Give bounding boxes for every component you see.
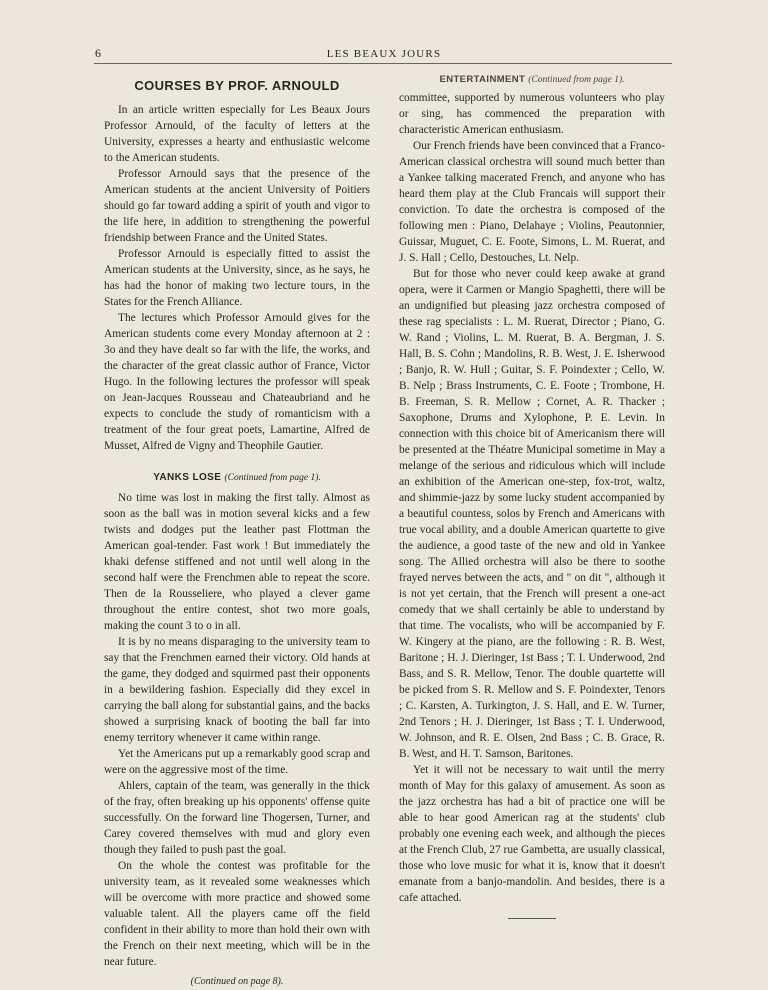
running-title: LES BEAUX JOURS xyxy=(326,48,442,60)
right-column xyxy=(399,72,665,919)
article-paragraph: Yet the Americans put up a remarkably good scrap and were on the aggressive most of the time. xyxy=(104,748,370,776)
article-paragraph: committee, supported by numerous volunteers who play or sing, has commenced the preparation with characteristic American enthusiasm. xyxy=(399,92,665,136)
yanks-continued-on: (Continued on page 8). xyxy=(190,976,284,987)
article-paragraph: Ahlers, captain of the team, was generally in the thick of the fray, often breaking up his opponents' offense quite successfully. On the forward line Thogersen, Turner, and Carey covered themselves with mud and glory even though they failed to push past the goal. xyxy=(104,780,370,856)
yanks-article xyxy=(104,490,370,970)
entertainment-heading xyxy=(399,72,665,88)
header-rule xyxy=(94,63,672,64)
article-paragraph: Professor Arnould says that the presence of the American students at the ancient University of Poitiers should go far toward adding a spirit of youth and vigor to the life here, in addition to strengthening the powerful friendship between France and the United States. xyxy=(104,168,370,244)
article-paragraph: No time was lost in making the first tally. Almost as soon as the ball was in motion several kicks and a few twists and dodges put the leather past Flottman the American goal-tender. Fast work ! But immediately the khaki defense stiffened and not until well along in the second half were the Frenchmen able to repeat the score. Then de la Rousseliere, who played a clever game throughout the entire contest, shot two more goals, making the count 3 to o in all. xyxy=(104,492,370,632)
article-paragraph: Our French friends have been convinced that a Franco-American classical orchestra will sound much better than a Yankee talking macerated French, and anyone who has heard them play at the Club Francais will support their conviction. To date the orchestra is composed of the following men : Piano, Delahaye ; Violins, Peautonnier, Guissar, Muguet, C. E. Foote, Simons, L. M. Ruerat, and J. S. Hall ; Cello, Destouches, Lt. Nelp. xyxy=(399,140,665,264)
article-paragraph: Yet it will not be necessary to wait until the merry month of May for this galaxy of amusement. As soon as the jazz orchestra has had a bit of practice one will be able to hear good American rag at the students' club probably one evening each week, and although the pieces at the French Club, 27 rue Gambetta, are usually classical, those who love music for what it is, know that it doesn't emanate from a banjo-mandolin. And besides, there is a cafe attached. xyxy=(399,764,665,904)
courses-title: COURSES BY PROF. ARNOULD xyxy=(134,78,340,93)
courses-article xyxy=(104,102,370,454)
article-paragraph: In an article written especially for Les Beaux Jours Professor Arnould, of the faculty of letters at the University, expresses a hearty and enthusiastic welcome to the American students. xyxy=(104,104,370,164)
article-paragraph: But for those who never could keep awake at grand opera, were it Carmen or Mangio Spaghetti, there will be an undignified but pleasing jazz orchestra composed of these rag specialists : L. M. Ruerat, Director ; Piano, G. W. Rand ; Violins, L. M. Ruerat, B. A. Bergman, J. S. Hall, B. S. Cohn ; Mandolins, R. B. West, J. E. Isherwood ; Banjo, R. W. Hull ; Guitar, S. F. Poindexter ; Cello, W. B. Nelp ; Brass Instruments, C. E. Foote ; Trombone, H. B. Freeman, S. R. Mellow ; Cornet, A. R. Thacker ; Saxophone, Drums and Xylophone, P. E. Levin. In connection with this choice bit of Americanism there will be presented at the Théatre Municipal sometime in May a melange of the serious and ridiculous which will include an exhibition of the American one-step, fox-trot, waltz, and shimmie-jazz by some lucky student accompanied by a beautiful countess, solos by French and Americans with true vocal ability, and a double American quartette to give the audience, a good taste of the new and old in Yankee song. The Allied orchestra will also be there to soothe frayed nerves between the acts, and " on dit ", although it is not yet certain, that the French will present a one-act comedy that we shall certainly be able to understand by that time. The vocalists, who will be accompanied by F. W. Kingery at the piano, are the following : R. B. West, Baritone ; H. J. Dieringer, 1st Bass ; T. I. Underwood, 2nd Bass, and S. R. Mellow, Tenor. The double quartette will be picked from S. R. Mellow and S. F. Poindexter, Tenors ; C. Karsten, A. Turkington, J. S. Hall, and E. W. Turner, 2nd Tenors ; H. J. Dieringer, 1st Bass ; T. I. Underwood, W. Johnson, and R. E. Olsen, 2nd Bass ; C. B. Grace, R. B. West, and H. T. Samson, Baritones. xyxy=(399,268,665,760)
yanks-title: YANKS LOSE xyxy=(153,472,222,483)
entertainment-continued-from: (Continued from page 1). xyxy=(528,75,625,85)
page-header xyxy=(0,42,768,64)
yanks-continued-from: (Continued from page 1). xyxy=(224,473,321,483)
yanks-heading xyxy=(104,470,370,486)
article-paragraph: The lectures which Professor Arnould gives for the American students come every Monday afternoon at 2 : 3o and they have dealt so far with the life, the works, and the character of the great classic author of France, Victor Hugo. In the following lectures the professor will speak on Jean-Jacques Rousseau and Chateaubriand and he expects to conclude the study of romanticism with a treatment of the four great poets, Lamartine, Alfred de Musset, Alfred de Vigny and Theophile Gautier. xyxy=(104,312,370,452)
entertainment-article xyxy=(399,90,665,906)
article-paragraph: On the whole the contest was profitable for the university team, as it revealed some weaknesses which will be overcome with more practice and showed some valuable talent. All the players came off the field confident in their ability to more than hold their own with the French on their next meeting, which will be in the near future. xyxy=(104,860,370,968)
left-column xyxy=(104,72,370,990)
entertainment-title: ENTERTAINMENT xyxy=(439,74,526,85)
article-paragraph: It is by no means disparaging to the university team to say that the Frenchmen earned their victory. Old hands at the game, they dodged and squirmed past their opponents in a bewildering fashion. Especially did they excel in carrying the ball along for substantial gains, and the backs showed a surprising knack of booting the ball far into enemy territory whenever it came within range. xyxy=(104,636,370,744)
page-number: 6 xyxy=(95,46,103,60)
article-paragraph: Professor Arnould is especially fitted to assist the American students at the University, since, as he says, he has had the honor of making two lecture tours, in the States for the French Alliance. xyxy=(104,248,370,308)
end-rule xyxy=(508,918,556,919)
